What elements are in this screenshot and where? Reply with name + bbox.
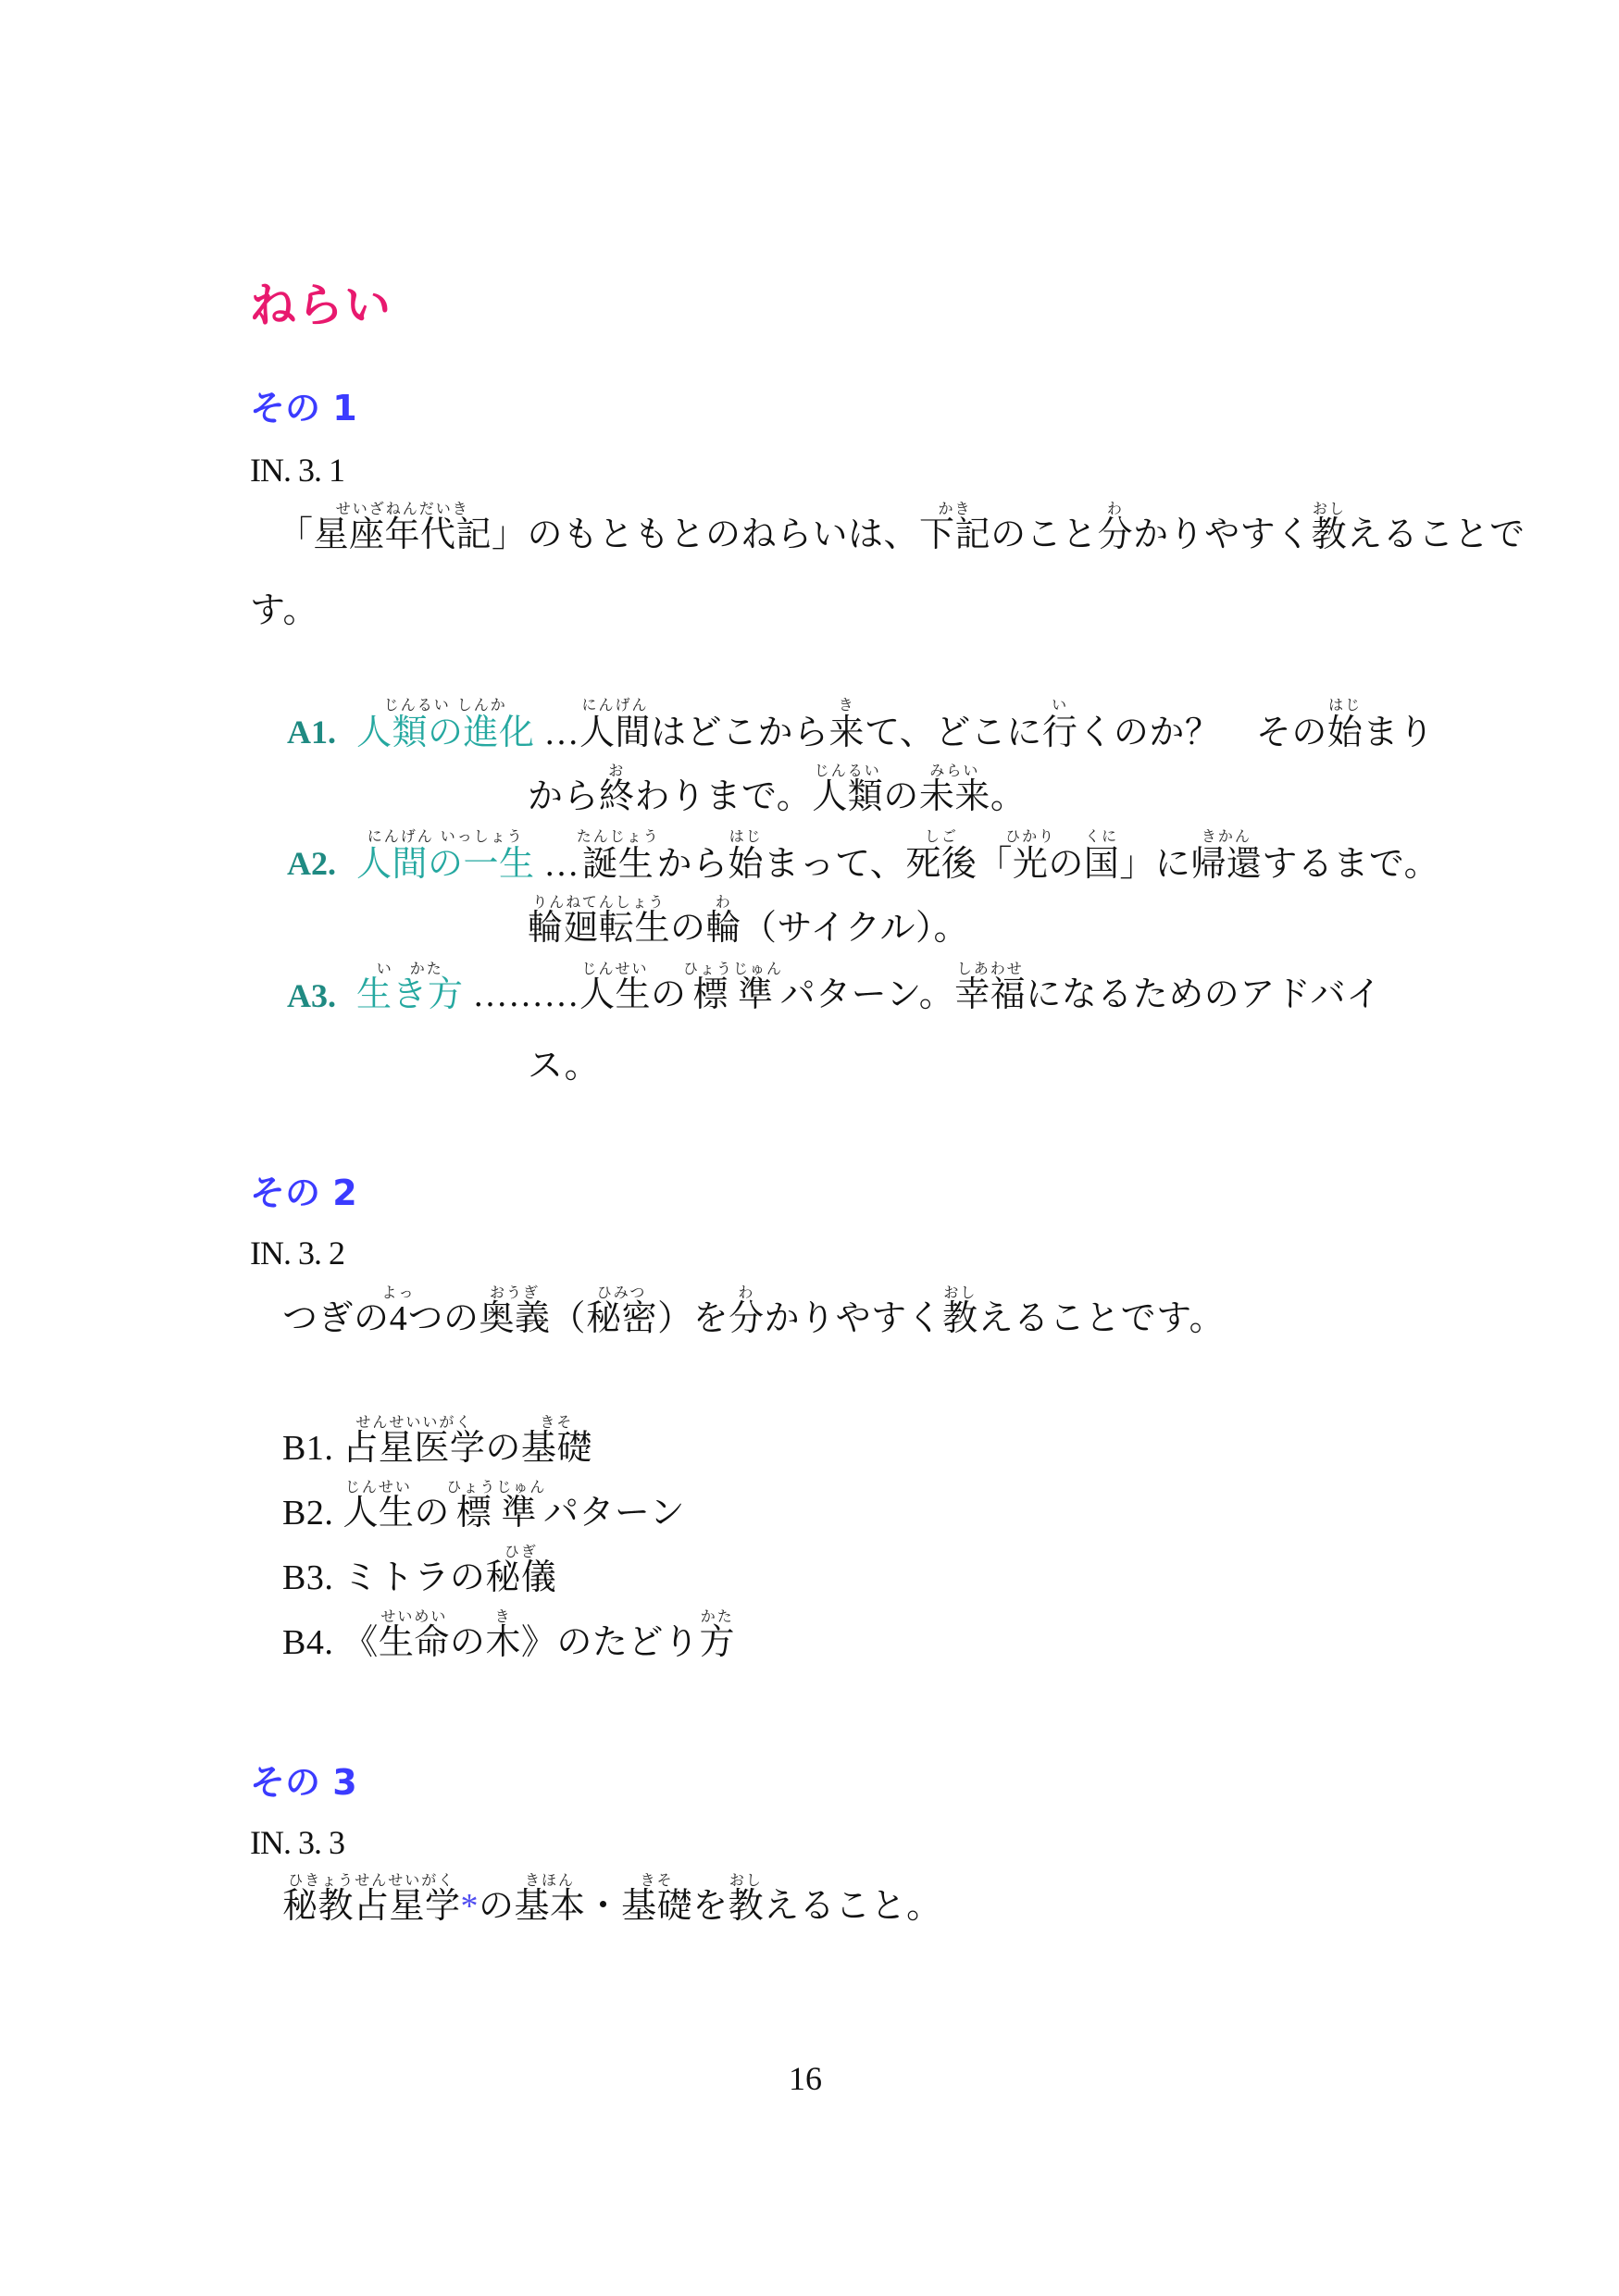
item-b1-label: B1. bbox=[282, 1429, 334, 1468]
section-3-ref: IN. 3. 3 bbox=[250, 1824, 344, 1861]
section-3-title: その 3 bbox=[250, 1762, 357, 1803]
page-heading: ねらい bbox=[250, 279, 392, 332]
item-a3-label: A3. bbox=[287, 977, 336, 1014]
section-2-title: その 2 bbox=[250, 1173, 357, 1213]
section-2-ref: IN. 3. 2 bbox=[250, 1235, 344, 1272]
item-b4: B4. 《生命せいめいの木き》のたどり方かた bbox=[282, 1607, 735, 1662]
section-1-intro-line2: す。 bbox=[250, 591, 318, 630]
item-a2-label: A2. bbox=[287, 845, 336, 882]
item-b3-label: B3. bbox=[282, 1558, 334, 1597]
page-number: 16 bbox=[789, 2060, 822, 2097]
section-1-ref: IN. 3. 1 bbox=[250, 452, 344, 489]
item-a3-line1: 生き方い かた ………人生じんせいの標 準ひょうじゅんパターン。幸福しあわせになるためのアドバイ bbox=[356, 960, 1382, 1014]
item-a2-line2: 輪廻転生りんねてんしょうの輪わ（サイクル）。 bbox=[528, 893, 969, 948]
item-b2-label: B2. bbox=[282, 1494, 334, 1533]
item-b4-label: B4. bbox=[282, 1623, 334, 1662]
item-a1-label: A1. bbox=[287, 714, 336, 751]
item-a1-line2: から終おわりまで。人類じんるいの未来みらい。 bbox=[528, 762, 1027, 816]
item-b3: B3. ミトラの秘儀ひぎ bbox=[282, 1543, 557, 1597]
item-b2: B2. 人生じんせいの標 準ひょうじゅんパターン bbox=[282, 1478, 686, 1533]
section-2-intro: つぎの4よっつの奥義おうぎ（秘密ひみつ）を分わかりやすく教おしえることです。 bbox=[282, 1284, 1226, 1338]
section-1-intro-line1: 「星座年代記せいざねんだいき」のもともとのねらいは、下記かきのこと分わかりやすく教おしえることで bbox=[278, 500, 1526, 554]
item-a1-line1: 人類の進化じんるい しんか …人間にんげんはどこから来きて、どこに行いくのか？ その始はじまり bbox=[356, 696, 1435, 752]
item-a3-line2: ス。 bbox=[528, 1047, 601, 1086]
footnote-asterisk: * bbox=[460, 1887, 479, 1926]
item-a2-line1: 人間の一生にんげん いっしょう …誕生たんじょうから始はじまって、死後しご「光ひかりの国くに」に帰還きかんするまで。 bbox=[356, 827, 1440, 884]
section-3-intro: 秘教占星学ひきょうせんせいがく*の基本きほん・基礎きそを教おしえること。 bbox=[282, 1871, 942, 1926]
section-1-title: その 1 bbox=[250, 388, 357, 428]
item-b1: B1. 占星医学せんせいいがくの基礎きそ bbox=[282, 1413, 592, 1468]
